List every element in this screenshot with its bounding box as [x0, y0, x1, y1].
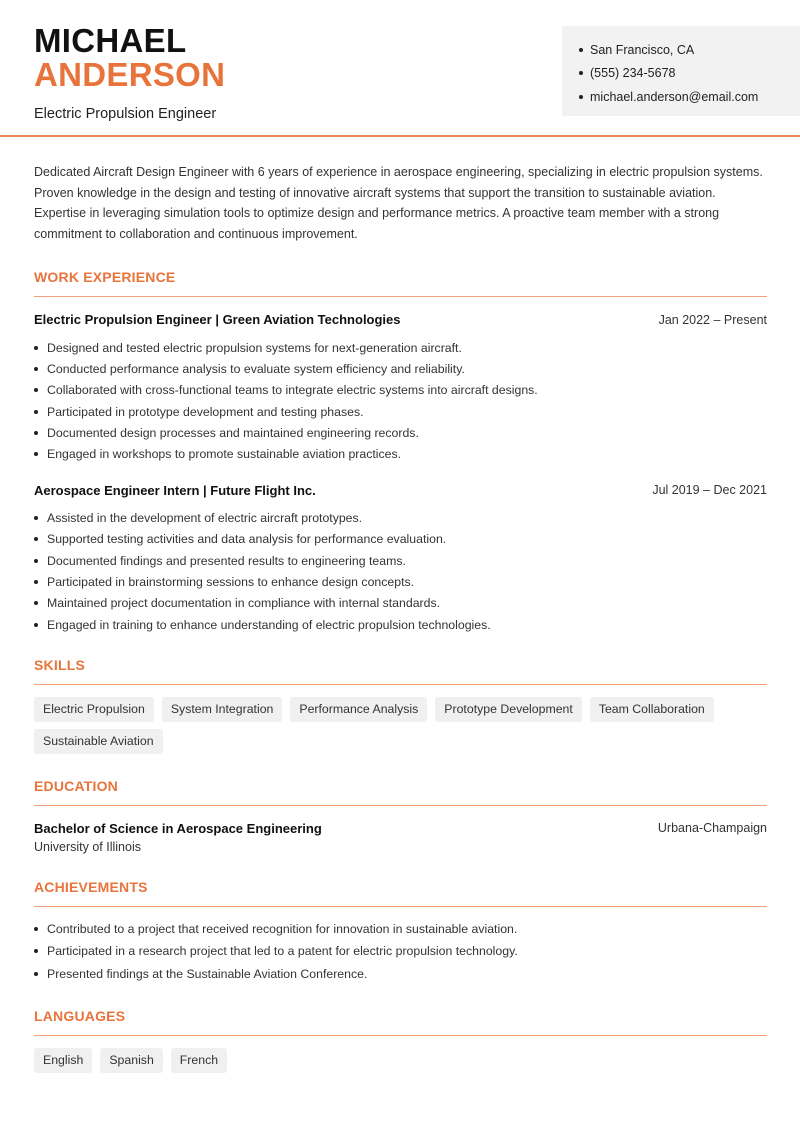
job-bullets — [34, 507, 767, 635]
list-item-text: Documented design processes and maintained engineering records. — [47, 426, 419, 441]
list-item-text: Assisted in the development of electric aircraft prototypes. — [47, 510, 363, 525]
languages-section — [34, 1008, 767, 1073]
list-item — [34, 614, 767, 635]
list-item-text: Participated in brainstorming sessions to enhance design concepts. — [47, 575, 415, 590]
list-item — [34, 401, 767, 422]
list-item-text: Participated in prototype development and testing phases. — [47, 404, 364, 419]
bullet-icon — [34, 623, 38, 627]
list-item — [34, 963, 767, 986]
list-item-text: Contributed to a project that received recognition for innovation in sustainable aviation. — [47, 921, 518, 936]
list-item-text: Conducted performance analysis to evaluate system efficiency and reliability. — [47, 361, 465, 376]
job-role: Aerospace Engineer Intern | Future Flight Inc. — [34, 482, 316, 498]
bullet-icon — [579, 95, 583, 99]
work-experience-section — [34, 269, 767, 636]
contact-email — [579, 85, 800, 109]
last-name: ANDERSON — [34, 56, 226, 93]
education-section — [34, 778, 767, 854]
list-item — [34, 507, 767, 528]
bullet-icon — [34, 410, 38, 414]
bullet-icon — [34, 927, 38, 931]
list-item — [34, 593, 767, 614]
contact-email-text: michael.anderson@email.com — [590, 89, 759, 104]
contact-box — [562, 26, 800, 116]
list-item-text: Documented findings and presented results to engineering teams. — [47, 553, 406, 568]
bullet-icon — [34, 559, 38, 563]
list-item — [34, 358, 767, 379]
bullet-icon — [34, 346, 38, 350]
job-entry — [34, 312, 767, 465]
bullet-icon — [34, 580, 38, 584]
list-item — [34, 380, 767, 401]
language-tags — [34, 1048, 767, 1073]
list-item-text: Designed and tested electric propulsion systems for next-generation aircraft. — [47, 340, 462, 355]
list-item — [34, 550, 767, 571]
bullet-icon — [579, 48, 583, 52]
section-title-achievements: ACHIEVEMENTS — [34, 879, 767, 907]
contact-location-text: San Francisco, CA — [590, 42, 695, 57]
skill-tag: Performance Analysis — [290, 697, 427, 722]
list-item-text: Supported testing activities and data analysis for performance evaluation. — [47, 532, 447, 547]
bullet-icon — [34, 537, 38, 541]
list-item-text: Maintained project documentation in compliance with internal standards. — [47, 596, 441, 611]
list-item — [34, 918, 767, 941]
bullet-icon — [34, 388, 38, 392]
language-tag: French — [171, 1048, 227, 1073]
job-dates: Jan 2022 – Present — [658, 312, 767, 327]
language-tag: Spanish — [100, 1048, 162, 1073]
section-title-education: EDUCATION — [34, 778, 767, 806]
language-tag: English — [34, 1048, 92, 1073]
list-item-text: Collaborated with cross-functional teams to integrate electric systems into aircraft designs. — [47, 383, 538, 398]
skill-tag: Electric Propulsion — [34, 697, 154, 722]
bullet-icon — [34, 972, 38, 976]
job-bullets — [34, 337, 767, 465]
skill-tag: Team Collaboration — [590, 697, 714, 722]
school: University of Illinois — [34, 839, 141, 854]
list-item-text: Engaged in workshops to promote sustainable aviation practices. — [47, 447, 402, 462]
skill-tag: Sustainable Aviation — [34, 729, 163, 754]
job-role: Electric Propulsion Engineer | Green Aviation Technologies — [34, 312, 401, 328]
section-title-skills: SKILLS — [34, 657, 767, 685]
contact-phone — [579, 62, 800, 86]
job-dates: Jul 2019 – Dec 2021 — [652, 483, 767, 498]
section-title-languages: LANGUAGES — [34, 1008, 767, 1036]
job-header — [34, 482, 767, 498]
bullet-icon — [34, 431, 38, 435]
skill-tag: System Integration — [162, 697, 283, 722]
bullet-icon — [34, 367, 38, 371]
achievements-section — [34, 879, 767, 986]
education-location: Urbana-Champaign — [657, 821, 767, 835]
list-item-text: Engaged in training to enhance understanding of electric propulsion technologies. — [47, 617, 491, 632]
degree: Bachelor of Science in Aerospace Engineering — [34, 820, 322, 836]
first-name: MICHAEL — [34, 22, 187, 59]
bullet-icon — [34, 601, 38, 605]
summary: Dedicated Aircraft Design Engineer with 6 years of experience in aerospace engineering, specializing in electric propulsion systems. Proven knowledge in the design and testing of innovative aircraft systems that support the transition to sustainable aviation. Expertise in leveraging simulation tools to optimize design and performance metrics. A proactive team member with a strong commitment to collaboration and continuous improvement. — [34, 165, 763, 242]
job-entry — [34, 482, 767, 635]
job-header — [34, 312, 767, 328]
section-title-work: WORK EXPERIENCE — [34, 269, 767, 297]
list-item-text: Presented findings at the Sustainable Aviation Conference. — [47, 966, 368, 981]
skills-section — [34, 657, 767, 754]
list-item — [34, 529, 767, 550]
skill-tag: Prototype Development — [435, 697, 582, 722]
contact-location — [579, 38, 800, 62]
job-title: Electric Propulsion Engineer — [34, 106, 217, 122]
bullet-icon — [34, 516, 38, 520]
name-block — [34, 24, 225, 122]
list-item — [34, 571, 767, 592]
achievement-bullets — [34, 918, 767, 986]
contact-phone-text: (555) 234-5678 — [590, 66, 676, 81]
bullet-icon — [34, 949, 38, 953]
list-item — [34, 940, 767, 963]
bullet-icon — [34, 452, 38, 456]
resume-header — [0, 0, 800, 137]
bullet-icon — [579, 71, 583, 75]
list-item — [34, 337, 767, 358]
list-item-text: Participated in a research project that led to a patent for electric propulsion technology. — [47, 944, 518, 959]
education-header — [34, 821, 767, 836]
list-item — [34, 422, 767, 443]
resume-content — [34, 162, 767, 1073]
skills-tags — [34, 697, 767, 754]
list-item — [34, 444, 767, 465]
